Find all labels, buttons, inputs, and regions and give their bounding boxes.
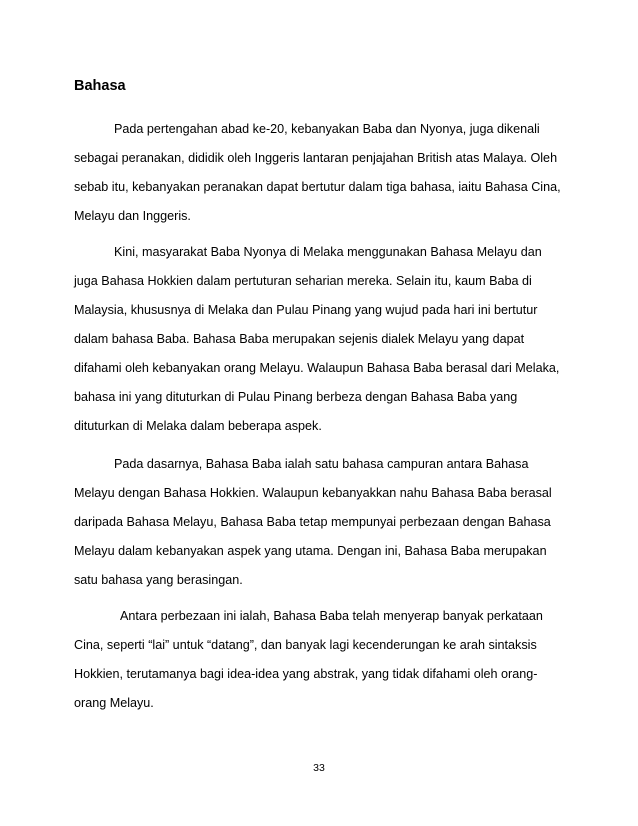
section-heading: Bahasa xyxy=(74,78,126,94)
paragraph-line: Melayu dan Inggeris. xyxy=(74,209,191,223)
paragraph-1 xyxy=(74,122,574,224)
paragraph-line: Cina, seperti “lai” untuk “datang”, dan banyak lagi kecenderungan ke arah sintaksis xyxy=(74,638,537,652)
paragraph-line: Pada dasarnya, Bahasa Baba ialah satu bahasa campuran antara Bahasa xyxy=(114,457,529,471)
paragraph-line: sebab itu, kebanyakan peranakan dapat bertutur dalam tiga bahasa, iaitu Bahasa Cina, xyxy=(74,180,561,194)
paragraph-line: juga Bahasa Hokkien dalam pertuturan seharian mereka. Selain itu, kaum Baba di xyxy=(74,274,532,288)
paragraph-line: difahami oleh kebanyakan orang Melayu. Walaupun Bahasa Baba berasal dari Melaka, xyxy=(74,361,560,375)
paragraph-line: Kini, masyarakat Baba Nyonya di Melaka menggunakan Bahasa Melayu dan xyxy=(114,245,542,259)
paragraph-line: Hokkien, terutamanya bagi idea-idea yang abstrak, yang tidak difahami oleh orang- xyxy=(74,667,538,681)
paragraph-line: daripada Bahasa Melayu, Bahasa Baba tetap mempunyai perbezaan dengan Bahasa xyxy=(74,515,551,529)
page-number: 33 xyxy=(313,762,325,774)
paragraph-line: dituturkan di Melaka dalam beberapa aspek. xyxy=(74,419,322,433)
paragraph-4 xyxy=(74,609,574,711)
paragraph-line: sebagai peranakan, dididik oleh Inggeris lantaran penjajahan British atas Malaya. Oleh xyxy=(74,151,558,165)
paragraph-line: Antara perbezaan ini ialah, Bahasa Baba telah menyerap banyak perkataan xyxy=(120,609,543,623)
paragraph-line: Melayu dalam kebanyakan aspek yang utama. Dengan ini, Bahasa Baba merupakan xyxy=(74,544,547,558)
paragraph-line: Malaysia, khususnya di Melaka dan Pulau Pinang yang wujud pada hari ini bertutur xyxy=(74,303,538,317)
paragraph-line: bahasa ini yang dituturkan di Pulau Pinang berbeza dengan Bahasa Baba yang xyxy=(74,390,518,404)
paragraph-line: orang Melayu. xyxy=(74,696,154,710)
paragraph-3 xyxy=(74,457,574,588)
paragraph-line: satu bahasa yang berasingan. xyxy=(74,573,243,587)
paragraph-line: Pada pertengahan abad ke-20, kebanyakan Baba dan Nyonya, juga dikenali xyxy=(114,122,540,136)
paragraph-line: dalam bahasa Baba. Bahasa Baba merupakan sejenis dialek Melayu yang dapat xyxy=(74,332,525,346)
paragraph-line: Melayu dengan Bahasa Hokkien. Walaupun kebanyakkan nahu Bahasa Baba berasal xyxy=(74,486,552,500)
paragraph-2 xyxy=(74,245,574,434)
